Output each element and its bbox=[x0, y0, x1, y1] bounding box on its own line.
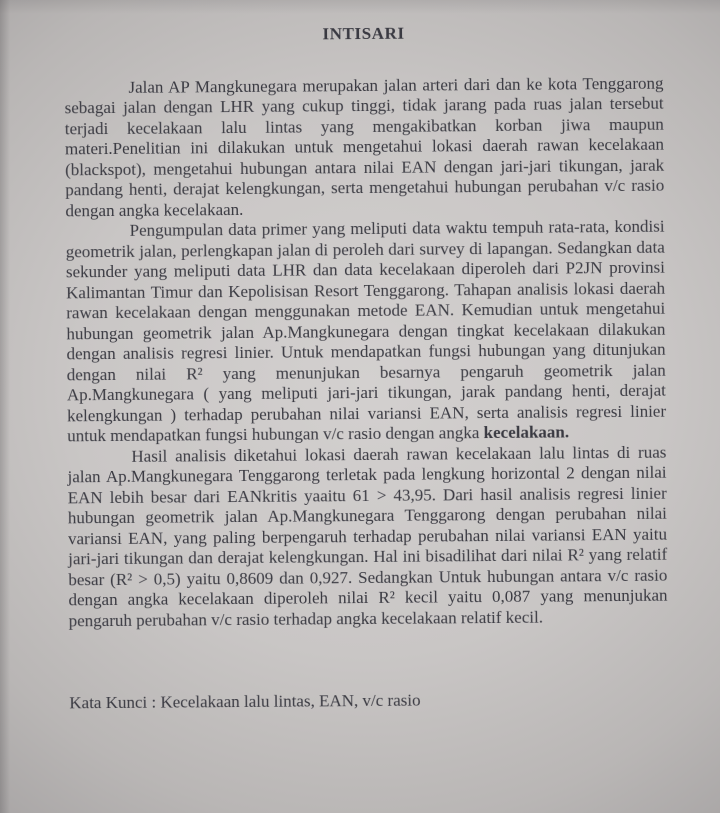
page-title: INTISARI bbox=[322, 23, 405, 44]
paragraph-1 bbox=[64, 73, 664, 221]
paragraph-2 bbox=[66, 217, 667, 447]
paragraph-3 bbox=[67, 442, 667, 631]
paragraph-1-text: Jalan AP Mangkunegara merupakan jalan arteri dari dan ke kota Tenggarong sebagai jalan dengan LHR yang cukup tinggi, tidak jarang pada ruas jalan tersebut terjadi kecelakaan lalu lintas yang mengakibatkan korban jiwa maupun materi.Penelitian ini dilakukan untuk mengetahui lokasi daerah rawan kecelakaan (blackspot), mengetahui hubungan antara nilai EAN dengan jari-jari tikungan, jarak pandang henti, derajat kelengkungan, serta mengetahui hubungan perubahan v/c rasio dengan angka kecelakaan. bbox=[64, 73, 665, 220]
keywords-line: Kata Kunci : Kecelakaan lalu lintas, EAN, v/c rasio bbox=[69, 690, 421, 713]
paragraph-3-text: Hasil analisis diketahui lokasi daerah rawan kecelakaan lalu lintas di ruas jalan Ap.Mangkunegara Tenggarong terletak pada lengkung horizontal 2 dengan nilai EAN lebih besar dari EANkritis yaaitu 61 > 43,95. Dari hasil analisis regresi linier hubungan geometrik jalan Ap.Mangkunegara Tenggarong dengan perubahan nilai variansi EAN, yang paling berpengaruh terhadap perubahan nilai variansi EAN yaitu jari-jari tikungan dan derajat kelengkungan. Hal ini bisadilihat dari nilai R² yang relatif besar (R² > 0,5) yaitu 0,8609 dan 0,927. Sedangkan Untuk hubungan antara v/c rasio dengan angka kecelakaan diperoleh nilai R² kecil yaitu 0,087 yang menunjukan pengaruh perubahan v/c rasio terhadap angka kecelakaan relatif kecil. bbox=[67, 442, 668, 630]
paragraph-2-text: Pengumpulan data primer yang meliputi data waktu tempuh rata-rata, kondisi geometrik jalan, perlengkapan jalan di peroleh dari survey di lapangan. Sedangkan data sekunder yang meliputi data LHR dan data kecelakaan diperoleh dari P2JN provinsi Kalimantan Timur dan Kepolisisan Resort Tenggarong. Tahapan analisis lokasi daerah rawan kecelakaan dengan menggunakan metode EAN. Kemudian untuk mengetahui hubungan geometrik jalan Ap.Mangkunegara dengan tingkat kecelakaan dilakukan dengan analisis regresi linier. Untuk mendapatkan fungsi hubungan yang ditunjukan dengan nilai R² yang menunjukan besarnya pengaruh geometrik jalan Ap.Mangkunegara ( yang meliputi jari-jari tikungan, jarak pandang henti, derajat kelengkungan ) terhadap perubahan nilai variansi EAN, serta analisis regresi linier untuk mendapatkan fungsi hubungan v/c rasio dengan angka bbox=[65, 216, 667, 446]
abstract-content bbox=[64, 22, 668, 714]
paragraph-2-bold-tail: kecelakaan. bbox=[483, 422, 570, 443]
